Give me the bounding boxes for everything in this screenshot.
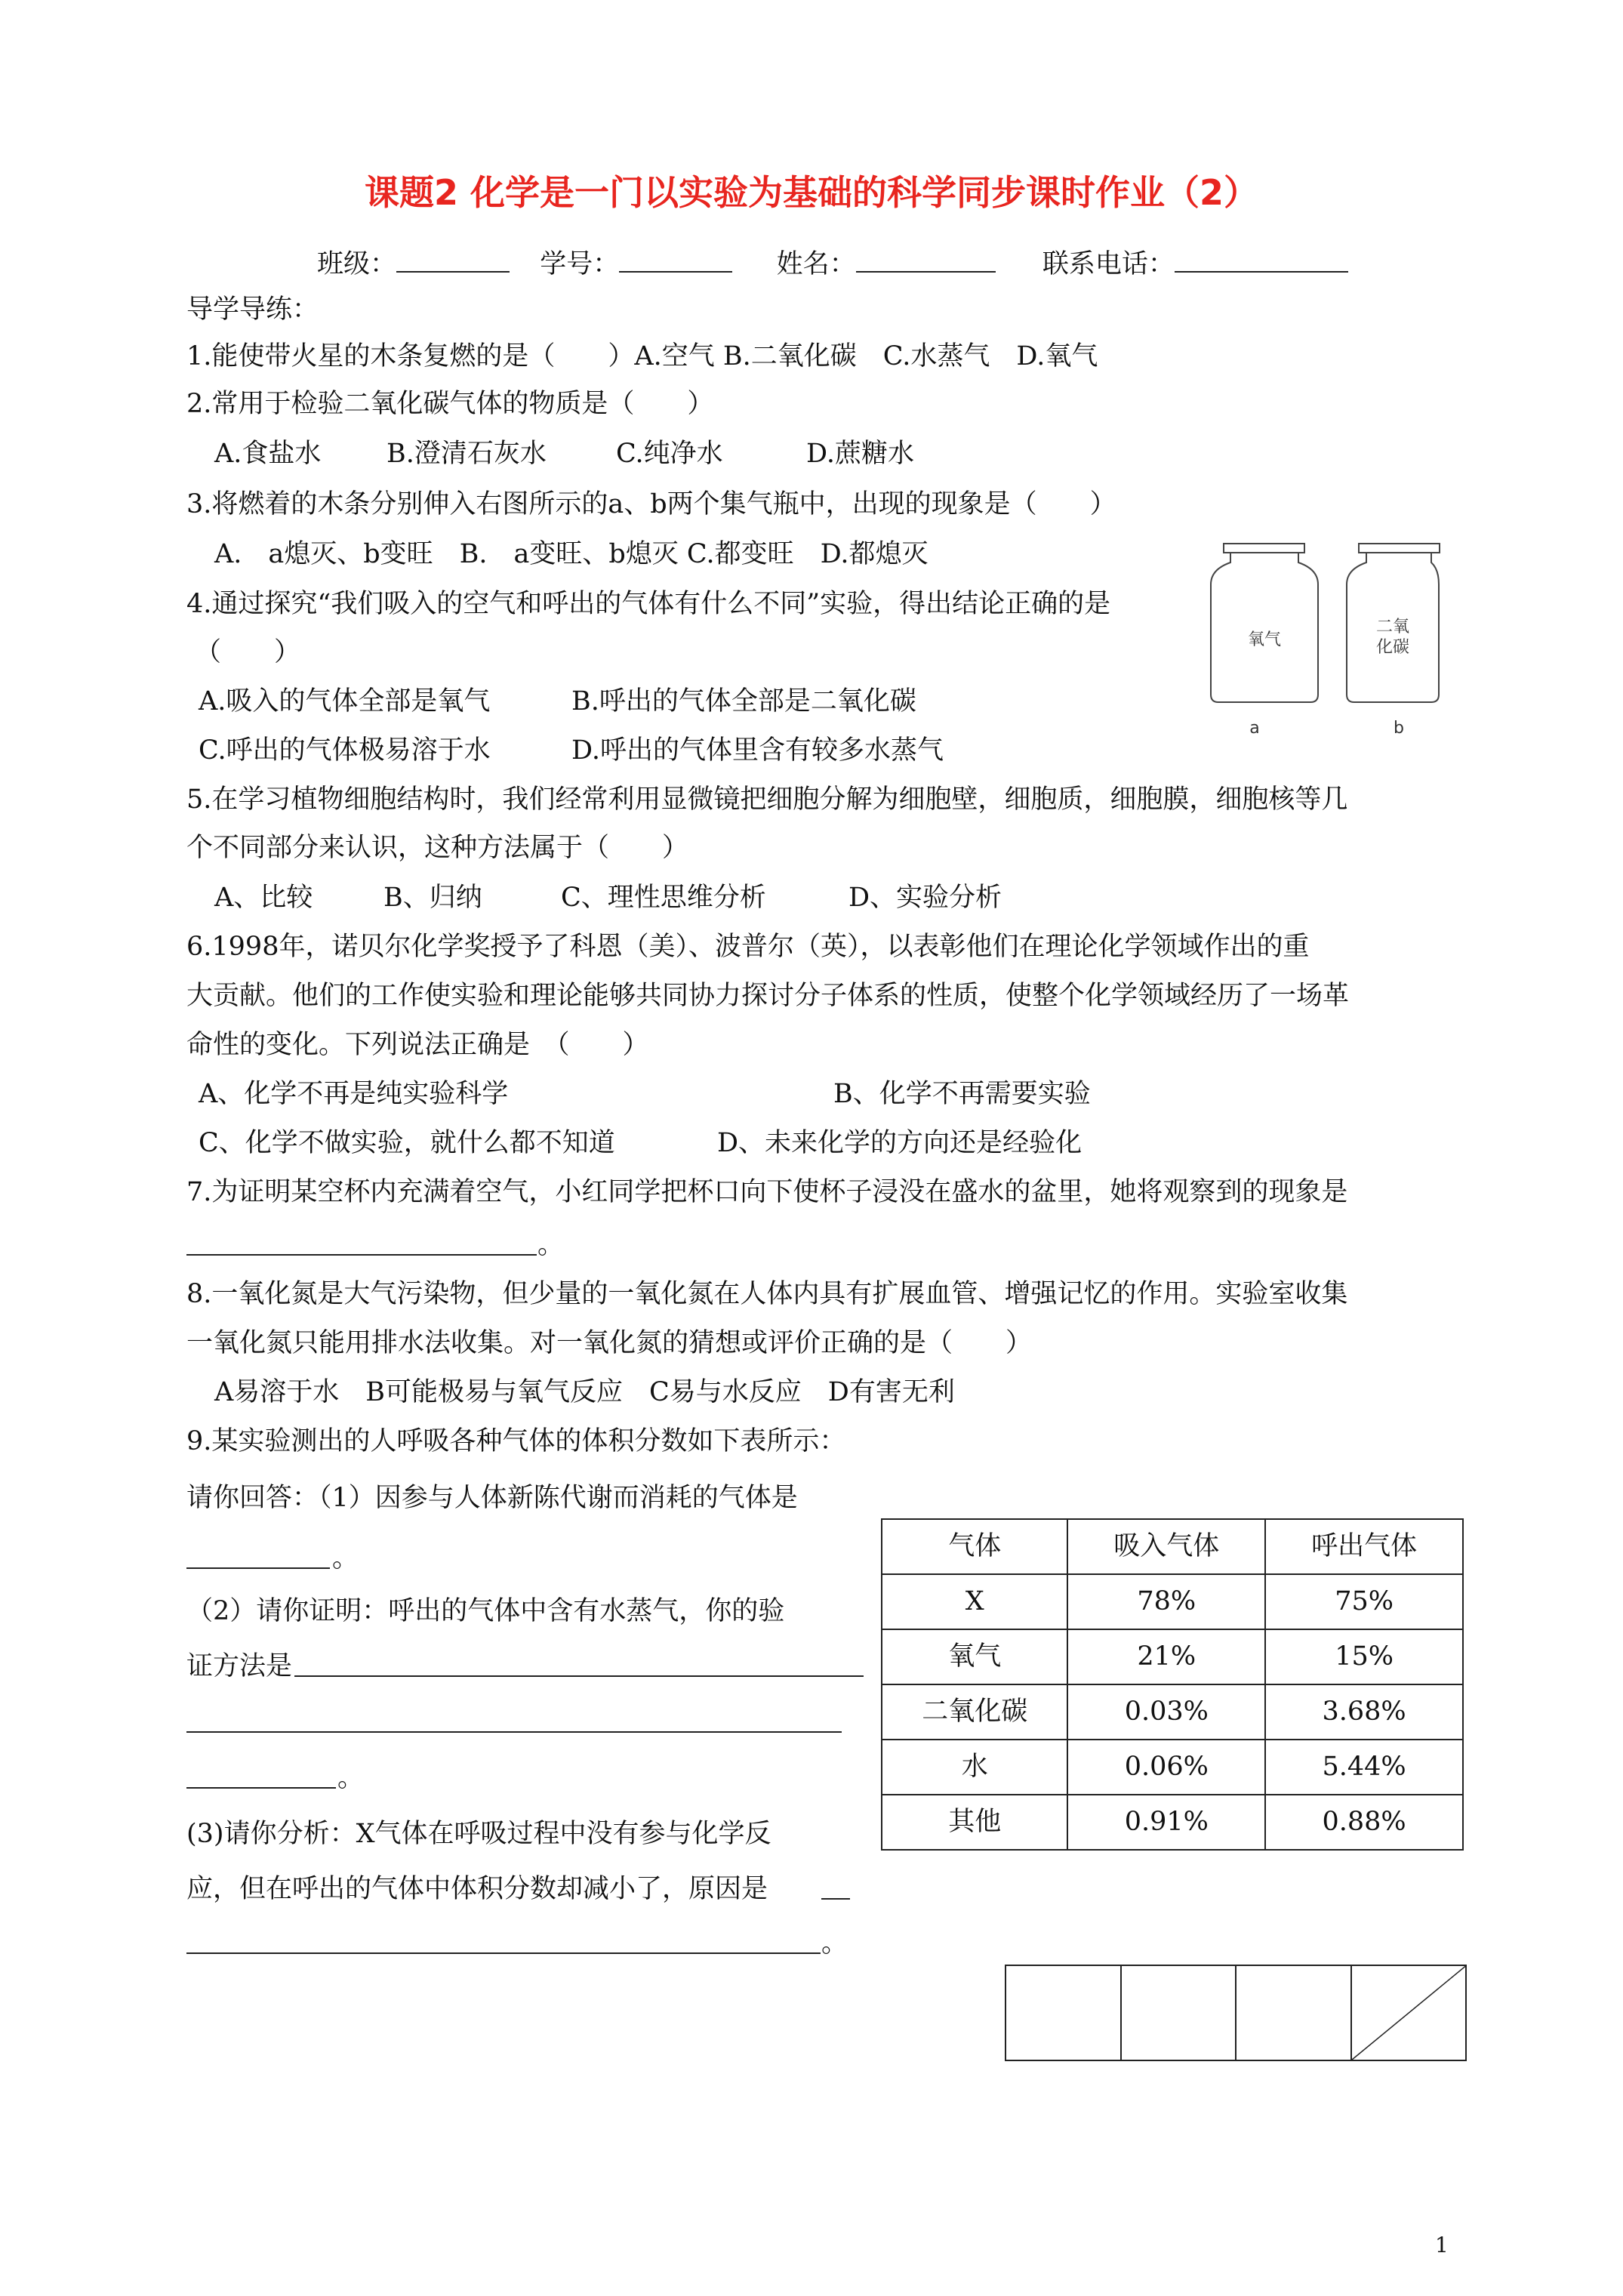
page-number: 1 xyxy=(1435,2233,1449,2257)
header-cell: 气体 xyxy=(882,1519,1067,1574)
q9-part-2-blank-1[interactable] xyxy=(294,1675,864,1677)
q9-part-2-blank-2[interactable] xyxy=(186,1731,842,1733)
jar-a-content: 氧气 xyxy=(1247,630,1282,649)
jar-a-letter: a xyxy=(1249,719,1260,738)
table-cell: 78% xyxy=(1067,1574,1265,1629)
student-info-line xyxy=(317,251,1348,278)
question-1: 1.能使带火星的木条复燃的是（ ）A.空气 B.二氧化碳 C.水蒸气 D.氧气 xyxy=(186,341,1098,371)
table-row xyxy=(882,1629,1463,1684)
question-5-line-2: 个不同部分来认识，这种方法属于（ ） xyxy=(186,833,689,863)
table-row xyxy=(882,1740,1463,1795)
number-field[interactable] xyxy=(619,251,732,273)
q9-part-2-line-2: 证方法是 xyxy=(186,1651,293,1681)
q7-answer-blank[interactable] xyxy=(186,1254,537,1256)
table-cell: 二氧化碳 xyxy=(882,1684,1067,1740)
grade-cell[interactable] xyxy=(1121,1965,1236,2060)
jar-b-letter: b xyxy=(1394,719,1404,738)
table-cell: 水 xyxy=(882,1740,1067,1795)
table-cell: 0.06% xyxy=(1067,1740,1265,1795)
table-cell: 15% xyxy=(1265,1629,1463,1684)
name-label: 姓名： xyxy=(776,249,856,279)
class-field[interactable] xyxy=(396,251,510,273)
table-cell: 氧气 xyxy=(882,1629,1067,1684)
q2-option-a: A.食盐水 xyxy=(214,439,322,469)
question-5-line-1: 5.在学习植物细胞结构时，我们经常利用显微镜把细胞分解为细胞壁，细胞质，细胞膜，细胞核等几 xyxy=(186,784,1348,815)
q5-option-d: D、实验分析 xyxy=(848,883,1002,913)
q4-option-b: B.呼出的气体全部是二氧化碳 xyxy=(571,686,916,717)
table-header-row xyxy=(882,1519,1463,1574)
table-cell: X xyxy=(882,1574,1067,1629)
q9-part-1-blank[interactable] xyxy=(186,1567,330,1569)
q5-option-b: B、归纳 xyxy=(383,883,482,913)
question-3: 3.将燃着的木条分别伸入右图所示的a、b两个集气瓶中，出现的现象是（ ） xyxy=(186,489,1116,519)
grading-box xyxy=(1005,1965,1467,2061)
table-cell: 0.88% xyxy=(1265,1795,1463,1850)
table-row xyxy=(882,1574,1463,1629)
class-label: 班级： xyxy=(317,249,397,279)
phone-label: 联系电话： xyxy=(1042,249,1175,279)
question-6-line-2: 大贡献。他们的工作使实验和理论能够共同协力探讨分子体系的性质，使整个化学领域经历了一场革 xyxy=(186,981,1350,1011)
q6-option-c: C、化学不做实验，就什么都不知道 xyxy=(199,1128,615,1158)
q6-option-b: B、化学不再需要实验 xyxy=(833,1079,1091,1109)
header-cell: 呼出气体 xyxy=(1265,1519,1463,1574)
q9-part-1-end: 。 xyxy=(332,1543,359,1573)
table-cell: 0.03% xyxy=(1067,1684,1265,1740)
jar-a-icon xyxy=(1211,544,1318,702)
number-label: 学号： xyxy=(540,249,620,279)
table-cell: 0.91% xyxy=(1067,1795,1265,1850)
q9-part-1: 请你回答：（1）因参与人体新陈代谢而消耗的气体是 xyxy=(186,1483,798,1513)
q4-paren: （ ） xyxy=(195,637,301,667)
q2-option-d: D.蔗糖水 xyxy=(806,439,914,469)
page-title: 课题2 化学是一门以实验为基础的科学同步课时作业（2） xyxy=(364,172,1259,213)
gas-volume-table xyxy=(881,1518,1464,1851)
q2-option-c: C.纯净水 xyxy=(616,439,723,469)
phone-field[interactable] xyxy=(1175,251,1348,273)
header-cell: 吸入气体 xyxy=(1067,1519,1265,1574)
grade-cell[interactable] xyxy=(1236,1965,1351,2060)
q9-part-2-end: 。 xyxy=(337,1763,365,1793)
section-heading: 导学导练： xyxy=(186,294,319,325)
question-8-line-2: 一氧化氮只能用排水法收集。对一氧化氮的猜想或评价正确的是（ ） xyxy=(186,1328,1033,1358)
question-2: 2.常用于检验二氧化碳气体的物质是（ ） xyxy=(186,389,714,419)
jar-b-content-1: 二氧 xyxy=(1375,618,1410,636)
grade-cell[interactable] xyxy=(1006,1965,1121,2060)
question-6-line-3: 命性的变化。下列说法正确是 （ ） xyxy=(186,1030,649,1060)
q9-part-3-blank-1[interactable] xyxy=(821,1898,850,1900)
q8-options: A易溶于水 B可能极易与氧气反应 C易与水反应 D有害无利 xyxy=(214,1377,955,1407)
jar-b-content-2: 化碳 xyxy=(1375,638,1410,657)
question-4: 4.通过探究“我们吸入的空气和呼出的气体有什么不同”实验，得出结论正确的是 xyxy=(186,589,1111,619)
q6-option-a: A、化学不再是纯实验科学 xyxy=(199,1079,509,1109)
name-field[interactable] xyxy=(856,251,996,273)
question-7: 7.为证明某空杯内充满着空气，小红同学把杯口向下使杯子浸没在盛水的盆里，她将观察到的现象是 xyxy=(186,1177,1348,1207)
q2-option-b: B.澄清石灰水 xyxy=(387,439,547,469)
q4-option-d: D.呼出的气体里含有较多水蒸气 xyxy=(571,735,944,766)
q9-part-3-line-1: (3)请你分析：X气体在呼吸过程中没有参与化学反 xyxy=(186,1819,771,1849)
q9-part-3-end: 。 xyxy=(821,1928,848,1959)
q3-options: A. a熄灭、b变旺 B. a变旺、b熄灭 C.都变旺 D.都熄灭 xyxy=(214,539,929,569)
table-row xyxy=(882,1684,1463,1740)
table-cell: 21% xyxy=(1067,1629,1265,1684)
table-row xyxy=(882,1795,1463,1850)
q5-option-a: A、比较 xyxy=(214,883,313,913)
q9-part-3-blank-2[interactable] xyxy=(186,1952,821,1954)
q6-option-d: D、未来化学的方向还是经验化 xyxy=(717,1128,1083,1158)
table-cell: 75% xyxy=(1265,1574,1463,1629)
q9-part-3-line-2: 应，但在呼出的气体中体积分数却减小了，原因是 xyxy=(186,1874,768,1904)
gas-jars-figure xyxy=(1200,538,1449,741)
q9-part-2-blank-3[interactable] xyxy=(186,1787,336,1789)
q4-option-a: A.吸入的气体全部是氧气 xyxy=(199,686,491,717)
q7-end: 。 xyxy=(537,1230,565,1260)
table-cell: 其他 xyxy=(882,1795,1067,1850)
question-6-line-1: 6.1998年，诺贝尔化学奖授予了科恩（美）、波普尔（英），以表彰他们在理论化学领域作出的重 xyxy=(186,932,1310,962)
table-cell: 5.44% xyxy=(1265,1740,1463,1795)
question-9-intro: 9.某实验测出的人呼吸各种气体的体积分数如下表所示： xyxy=(186,1426,846,1456)
diagonal-slash-icon xyxy=(1352,1966,1466,2060)
question-8-line-1: 8.一氧化氮是大气污染物，但少量的一氧化氮在人体内具有扩展血管、增强记忆的作用。实验室收集 xyxy=(186,1279,1348,1309)
q4-option-c: C.呼出的气体极易溶于水 xyxy=(199,735,491,766)
table-cell: 3.68% xyxy=(1265,1684,1463,1740)
q5-option-c: C、理性思维分析 xyxy=(561,883,766,913)
q9-part-2-line-1: （2）请你证明：呼出的气体中含有水蒸气，你的验 xyxy=(186,1596,785,1626)
grade-cell-slashed xyxy=(1351,1965,1467,2060)
